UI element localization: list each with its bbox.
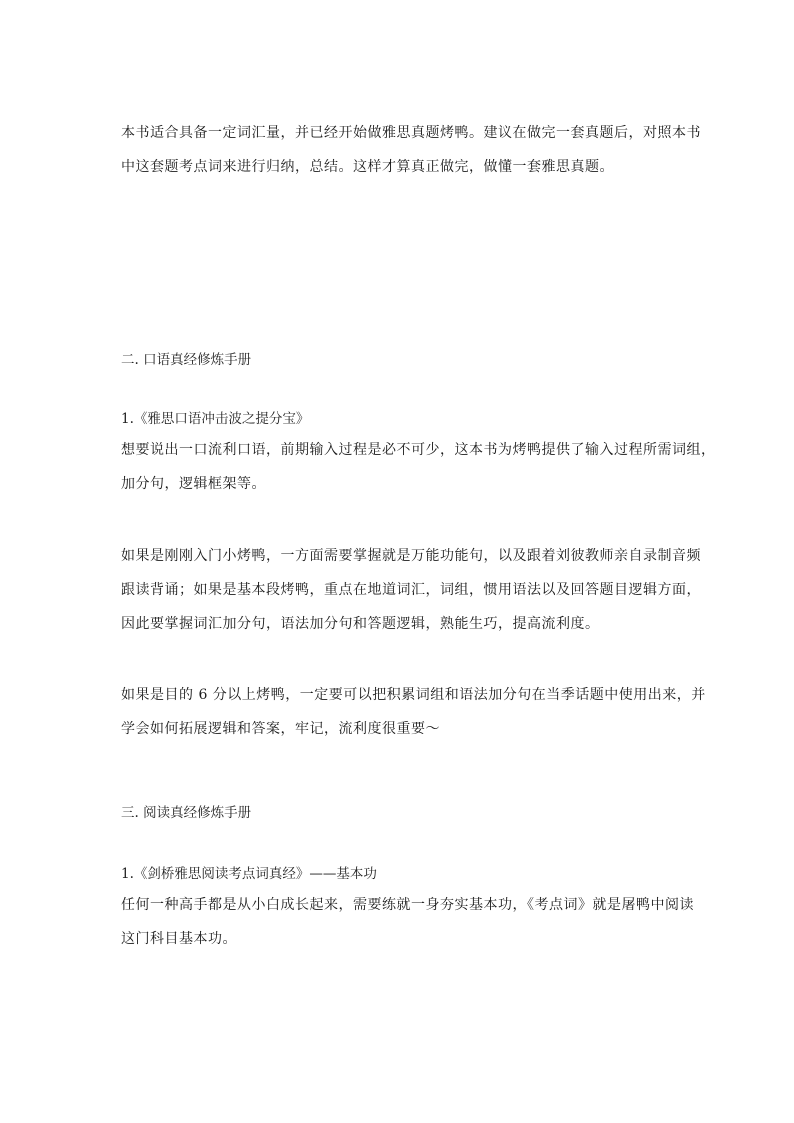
text-line: 加分句，逻辑框架等。	[121, 476, 266, 492]
text-line: 这门科目基本功。	[121, 931, 237, 947]
text-line: 学会如何拓展逻辑和答案，牢记，流利度很重要～	[121, 721, 440, 737]
section-heading-speaking: 二. 口语真经修炼手册	[121, 352, 252, 368]
item-heading-reading-book: 1.《剑桥雅思阅读考点词真经》——基本功	[121, 866, 377, 882]
text-line: 中这套题考点词来进行归纳，总结。这样才算真正做完，做懂一套雅思真题。	[121, 159, 614, 175]
speaking-paragraph-3	[121, 678, 706, 746]
intro-paragraph	[121, 116, 701, 184]
speaking-paragraph-1	[121, 433, 716, 501]
reading-paragraph-1	[121, 888, 694, 956]
speaking-paragraph-2	[121, 539, 701, 641]
text-line: 任何一种高手都是从小白成长起来，需要练就一身夯实基本功，《考点词》就是屠鸭中阅读	[121, 897, 694, 913]
text-line: 如果是目的 6 分以上烤鸭，一定要可以把积累词组和语法加分句在当季话题中使用出来，并	[121, 687, 706, 703]
section-heading-reading: 三. 阅读真经修炼手册	[121, 805, 252, 821]
text-line: 如果是刚刚入门小烤鸭，一方面需要掌握就是万能功能句，以及跟着刘彼教师亲自录制音频	[121, 548, 701, 564]
text-line: 本书适合具备一定词汇量，并已经开始做雅思真题烤鸭。建议在做完一套真题后，对照本书	[121, 125, 701, 141]
text-line: 想要说出一口流利口语，前期输入过程是必不可少，这本书为烤鸭提供了输入过程所需词组，	[121, 442, 716, 458]
text-line: 因此要掌握词汇加分句，语法加分句和答题逻辑，熟能生巧，提高流利度。	[121, 616, 600, 632]
item-heading-speaking-book: 1.《雅思口语冲击波之提分宝》	[121, 411, 310, 427]
text-line: 跟读背诵；如果是基本段烤鸭，重点在地道词汇，词组，惯用语法以及回答题目逻辑方面，	[121, 582, 701, 598]
